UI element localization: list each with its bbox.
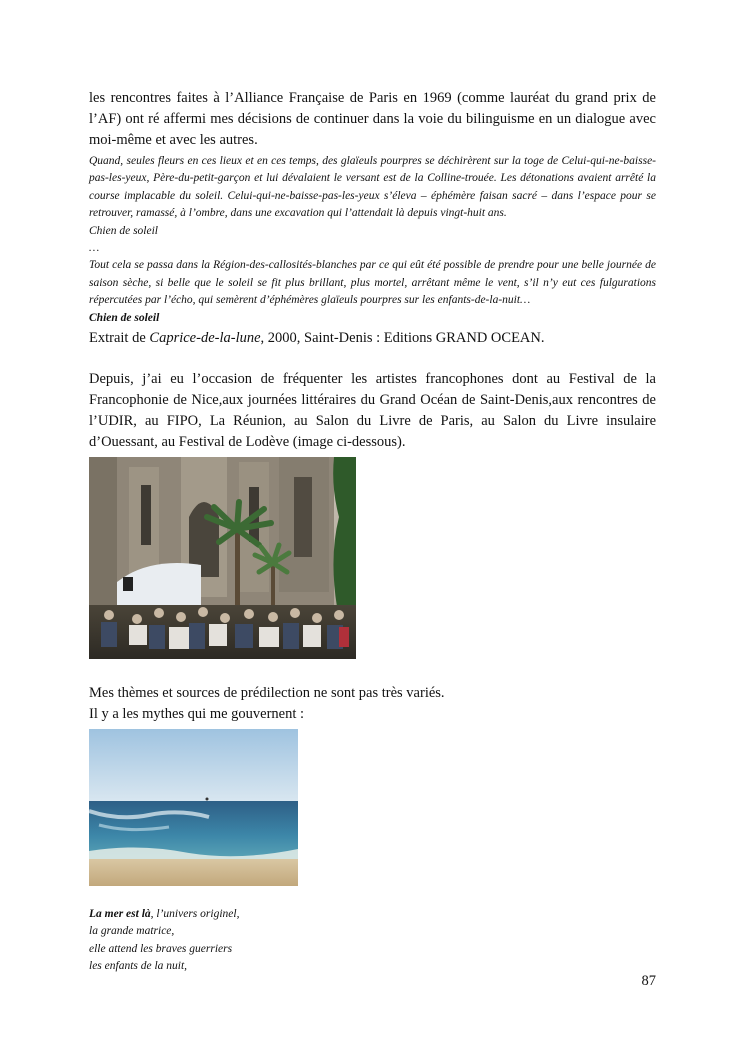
festival-photo <box>89 457 356 659</box>
poem-line-4: les enfants de la nuit, <box>89 960 188 973</box>
poem-line-1 <box>89 906 656 924</box>
sea-photo <box>89 729 298 886</box>
intro-paragraph: les rencontres faites à l’Alliance Française de Paris en 1969 (comme lauréat du grand prix de l’AF) ont ré affermi mes décisions de continuer dans la voie du bilinguisme en un dialogue avec moi-même et avec les autres. <box>89 90 656 148</box>
excerpt-title: Chien de soleil <box>89 311 160 324</box>
themes-line-2: Il y a les mythes qui me gouvernent : <box>89 705 305 722</box>
poem-line-2: la grande matrice, <box>89 925 175 938</box>
source-citation <box>89 328 656 349</box>
themes-line-1: Mes thèmes et sources de prédilection ne sont pas très variés. <box>89 684 445 701</box>
source-suffix: , 2000, Saint-Denis : Editions GRAND OCEAN. <box>260 329 545 346</box>
source-prefix: Extrait de <box>89 329 150 346</box>
poem-line-3: elle attend les braves guerriers <box>89 942 233 955</box>
poem-line-1-bold: La mer est là <box>89 907 151 920</box>
festivals-paragraph: Depuis, j’ai eu l’occasion de fréquenter les artistes francophones dont au Festival de la Francophonie de Nice,aux journées littéraires du Grand Océan de Saint-Denis,aux rencontres de l’UDIR, au FIPO, La Réunion, au Salon du Livre de Paris, au Salon du Livre insulaire d’Ouessant, au Festival de Lodève (image ci-dessous). <box>89 370 656 450</box>
spacer <box>89 349 656 369</box>
source-work-title: Caprice-de-la-lune <box>149 329 261 346</box>
poem-block <box>89 906 656 976</box>
poem-line-1-rest: , l’univers originel, <box>150 907 240 920</box>
page-number: 87 <box>641 973 656 989</box>
excerpt-paragraph-2: Tout cela se passa dans la Région-des-callosités-blanches par ce qui eût été possible de prendre pour une belle journée de saison sèche, si belle que le soleil se fit plus brillant, plus mortel, arrêtant même le vent, s’il n’y eut ces fulgurations répercutées par l’écho, qui semèrent d’éphémères glaïeuls pourpres sur les enfants-de-la-nuit… <box>89 259 656 307</box>
excerpt-subtitle: Chien de soleil <box>89 224 158 237</box>
spacer <box>89 659 656 683</box>
excerpt-ellipsis: … <box>89 242 100 255</box>
page-content <box>89 88 656 976</box>
spacer <box>89 886 656 906</box>
excerpt-paragraph-1: Quand, seules fleurs en ces lieux et en ces temps, des glaïeuls pourpres se déchirèrent sur la toge de Celui-qui-ne-baisse-pas-les-yeux, Père-du-petit-garçon et lui dévalaient le versant est de la Colline-trouée. Les détonations avaient arrêté la course implacable du soleil. Celui-qui-ne-baisse-pas-les-yeux s’éleva – éphémère faisan sacré – dans l’espace pour se retrouver, ramassé, à l’ombre, dans une excavation qui l’attendait là depuis vingt-huit ans. <box>89 155 656 220</box>
